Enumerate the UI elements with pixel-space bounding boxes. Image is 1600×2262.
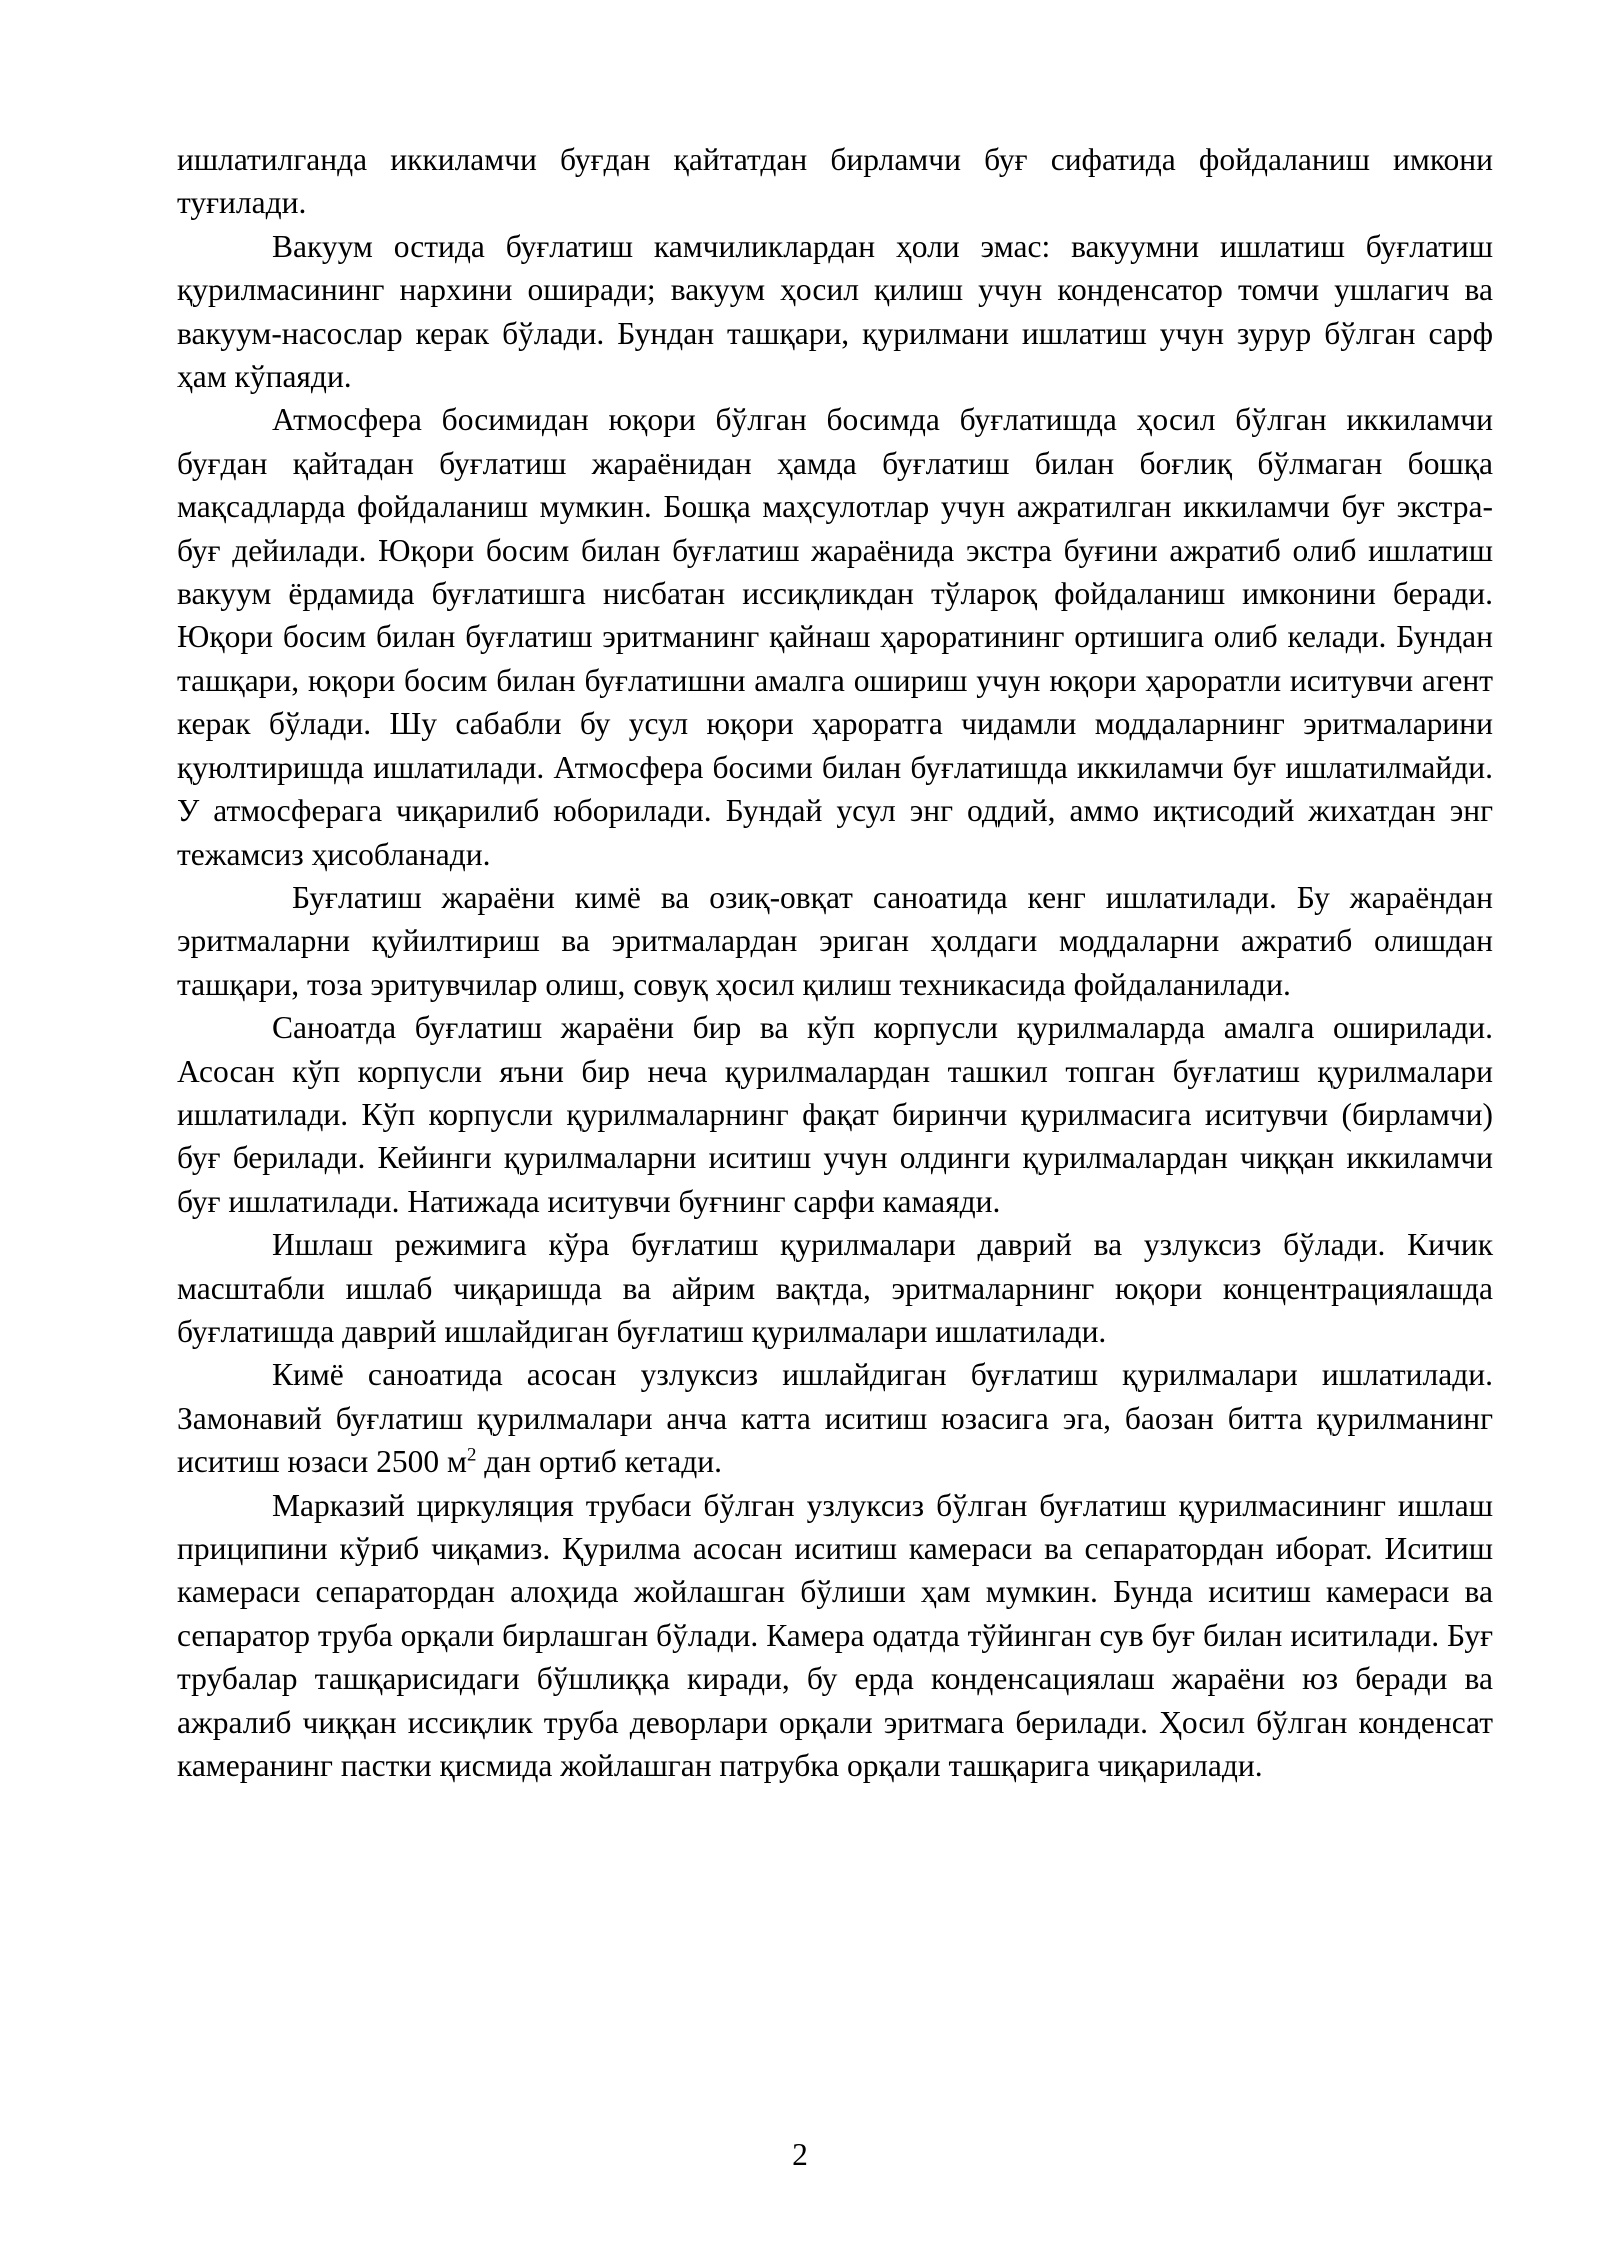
paragraph-5: Саноатда буғлатиш жараёни бир ва кўп корпусли қурилмаларда амалга оширилади. Асосан кўп корпусли яъни бир неча қурилмалардан ташкил топган буғлатиш қурилмалари ишлатилади. Кўп корпусли қурилмаларнинг фақат биринчи қурилмасига иситувчи (бирламчи) буғ берилади. Кейинги қурилмаларни иситиш учун олдинги қурилмалардан чиққан иккиламчи буғ ишлатилади. Натижада иситувчи буғнинг сарфи камаяди. bbox=[177, 1010, 1493, 1219]
paragraph-8: Марказий циркуляция трубаси бўлган узлуксиз бўлган буғлатиш қурилмасининг ишлаш приципини кўриб чиқамиз. Қурилма асосан иситиш камераси ва сепаратордан иборат. Иситиш камераси сепаратордан алоҳида жойлашган бўлиши ҳам мумкин. Бунда иситиш камераси ва сепаратор труба орқали бирлашган бўлади. Камера одатда тўйинган сув буғ билан иситилади. Буғ трубалар ташқарисидаги бўшлиққа киради, бу ерда конденсациялаш жараёни юз беради ва ажралиб чиққан иссиқлик труба деворлари орқали эритмага берилади. Ҳосил бўлган конденсат камеранинг пастки қисмида жойлашган патрубка орқали ташқарига чиқарилади. bbox=[177, 1487, 1493, 1784]
paragraph-6: Ишлаш режимига кўра буғлатиш қурилмалари даврий ва узлуксиз бўлади. Кичик масштабли ишлаб чиқаришда ва айрим вақтда, эритмаларнинг юқори концентрациялашда буғлатишда даврий ишлайдиган буғлатиш қурилмалари ишлатилади. bbox=[177, 1227, 1493, 1349]
body-text bbox=[177, 138, 1493, 1787]
page-number: 2 bbox=[792, 2137, 808, 2172]
paragraph-4: Буғлатиш жараёни кимё ва озиқ-овқат саноатида кенг ишлатилади. Бу жараёндан эритмаларни қуйилтириш ва эритмалардан эриган ҳолдаги моддаларни ажратиб олишдан ташқари, тоза эритувчилар олиш, совуқ ҳосил қилиш техникасида фойдаланилади. bbox=[177, 879, 1493, 1002]
paragraph-7-text: Кимё саноатида асосан узлуксиз ишлайдиган буғлатиш қурилмалари ишлатилади. Замонавий буғлатиш қурилмалари анча катта иситиш юзасига эга, баозан битта қурилманинг иситиш юзаси 2500 м bbox=[177, 1357, 1493, 1480]
paragraph-1: ишлатилганда иккиламчи буғдан қайтатдан бирламчи буғ сифатида фойдаланиш имкони туғилади. bbox=[177, 142, 1493, 221]
paragraph-7 bbox=[177, 1353, 1493, 1483]
superscript-exponent: 2 bbox=[466, 1444, 477, 1466]
paragraph-7-tail: дан ортиб кетади. bbox=[476, 1444, 723, 1480]
paragraph-3: Атмосфера босимидан юқори бўлган босимда буғлатишда ҳосил бўлган иккиламчи буғдан қайтадан буғлатиш жараёнидан ҳамда буғлатиш билан боғлиқ бўлмаган бошқа мақсадларда фойдаланиш мумкин. Бошқа маҳсулотлар учун ажратилган иккиламчи буғ экстра-буғ дейилади. Юқори босим билан буғлатиш жараёнида экстра буғини ажратиб олиб ишлатиш вакуум ёрдамида буғлатишга нисбатан иссиқликдан тўлароқ фойдаланиш имконини беради. Юқори босим билан буғлатиш эритманинг қайнаш ҳароратининг ортишига олиб келади. Бундан ташқари, юқори босим билан буғлатишни амалга ошириш учун юқори ҳароратли иситувчи агент керак бўлади. Шу сабабли бу усул юқори ҳароратга чидамли моддаларнинг эритмаларини қуюлтиришда ишлатилади. Атмосфера босими билан буғлатишда иккиламчи буғ ишлатилмайди. У атмосферага чиқарилиб юборилади. Бундай усул энг оддий, аммо иқтисодий жихатдан энг тежамсиз ҳисобланади. bbox=[177, 402, 1493, 872]
paragraph-2: Вакуум остида буғлатиш камчиликлардан ҳоли эмас: вакуумни ишлатиш буғлатиш қурилмасининг нархини оширади; вакуум ҳосил қилиш учун конденсатор томчи ушлагич ва вакуум-насослар керак бўлади. Бундан ташқари, қурилмани ишлатиш учун зурур бўлган сарф ҳам кўпаяди. bbox=[177, 228, 1493, 395]
